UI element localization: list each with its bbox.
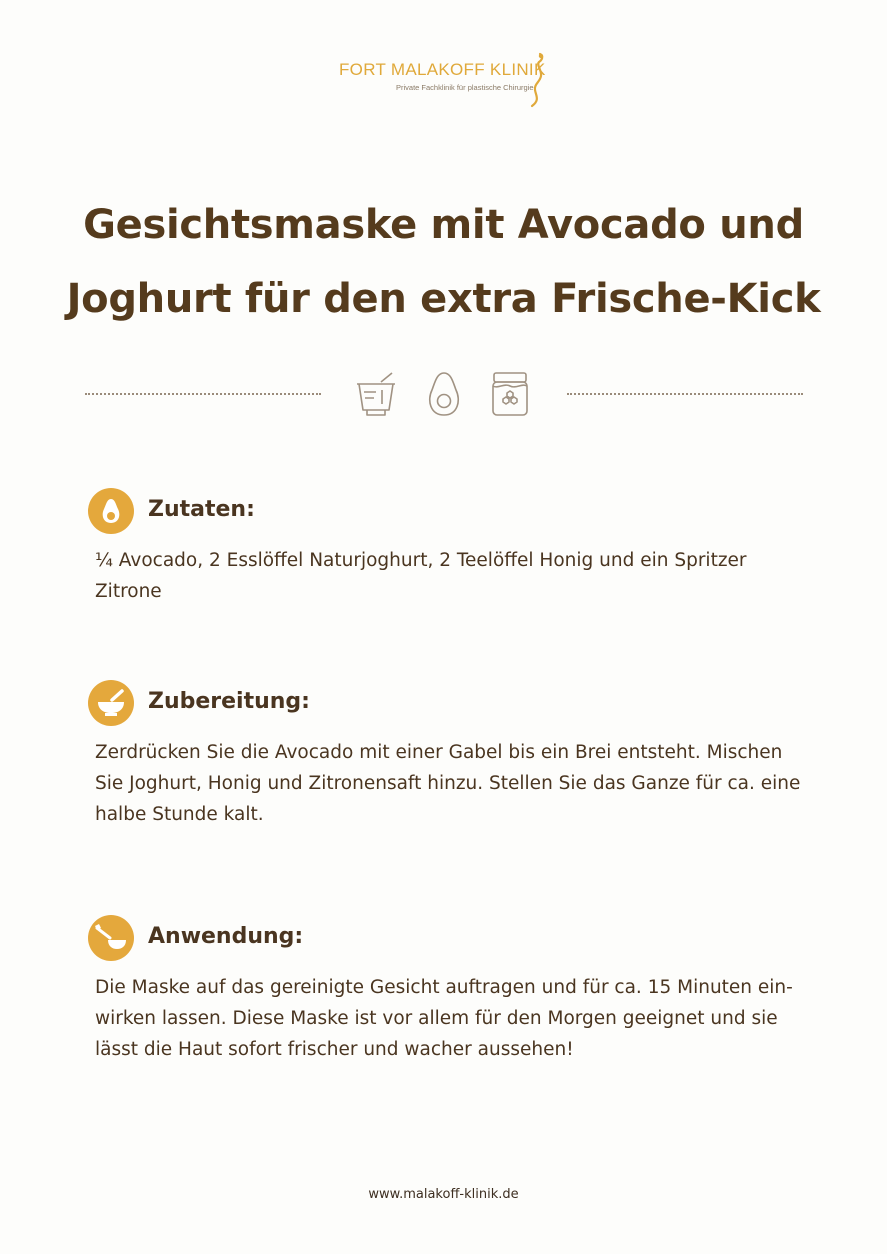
section-text-ingredients: ¼ Avocado, 2 Esslöffel Naturjoghurt, 2 Teelöffel Honig und ein Spritzer Zitrone xyxy=(95,550,747,602)
dotted-divider-left xyxy=(85,393,321,395)
logo-subtitle: Private Fachklinik für plastische Chirurgie xyxy=(396,83,534,92)
section-heading-preparation: Zubereitung: xyxy=(148,689,310,714)
clinic-logo xyxy=(339,52,559,108)
page-title xyxy=(0,188,887,336)
ingredients-avocado-icon xyxy=(88,488,134,534)
preparation-mortar-icon xyxy=(88,680,134,726)
section-heading-application: Anwendung: xyxy=(148,924,304,949)
dotted-divider-right xyxy=(567,393,803,395)
section-heading-ingredients: Zutaten: xyxy=(148,497,255,522)
section-text-preparation: Zerdrücken Sie die Avocado mit einer Gabel bis ein Brei entsteht. Mischen Sie Joghurt, Honig und Zitronensaft hinzu. Stellen Sie das Ganze für ca. eine halbe Stunde kalt. xyxy=(95,742,801,825)
avocado-icon xyxy=(422,370,466,418)
section-text-application: Die Maske auf das gereinigte Gesicht auftragen und für ca. 15 Minuten ein-wirken lassen. Diese Maske ist vor allem für den Morgen geeignet und sie lässt die Haut sofort frischer und wacher aussehen! xyxy=(95,977,793,1060)
application-brush-icon xyxy=(88,915,134,961)
logo-name: FORT MALAKOFF KLINIK xyxy=(339,60,546,79)
title-line-2: Joghurt für den extra Frische-Kick xyxy=(66,276,821,322)
footer-url: www.malakoff-klinik.de xyxy=(368,1187,519,1202)
title-line-1: Gesichtsmaske mit Avocado und xyxy=(83,202,804,248)
mortar-bowl-icon xyxy=(354,370,398,418)
honey-jar-icon xyxy=(488,370,532,418)
logo-silhouette-icon xyxy=(524,52,550,108)
